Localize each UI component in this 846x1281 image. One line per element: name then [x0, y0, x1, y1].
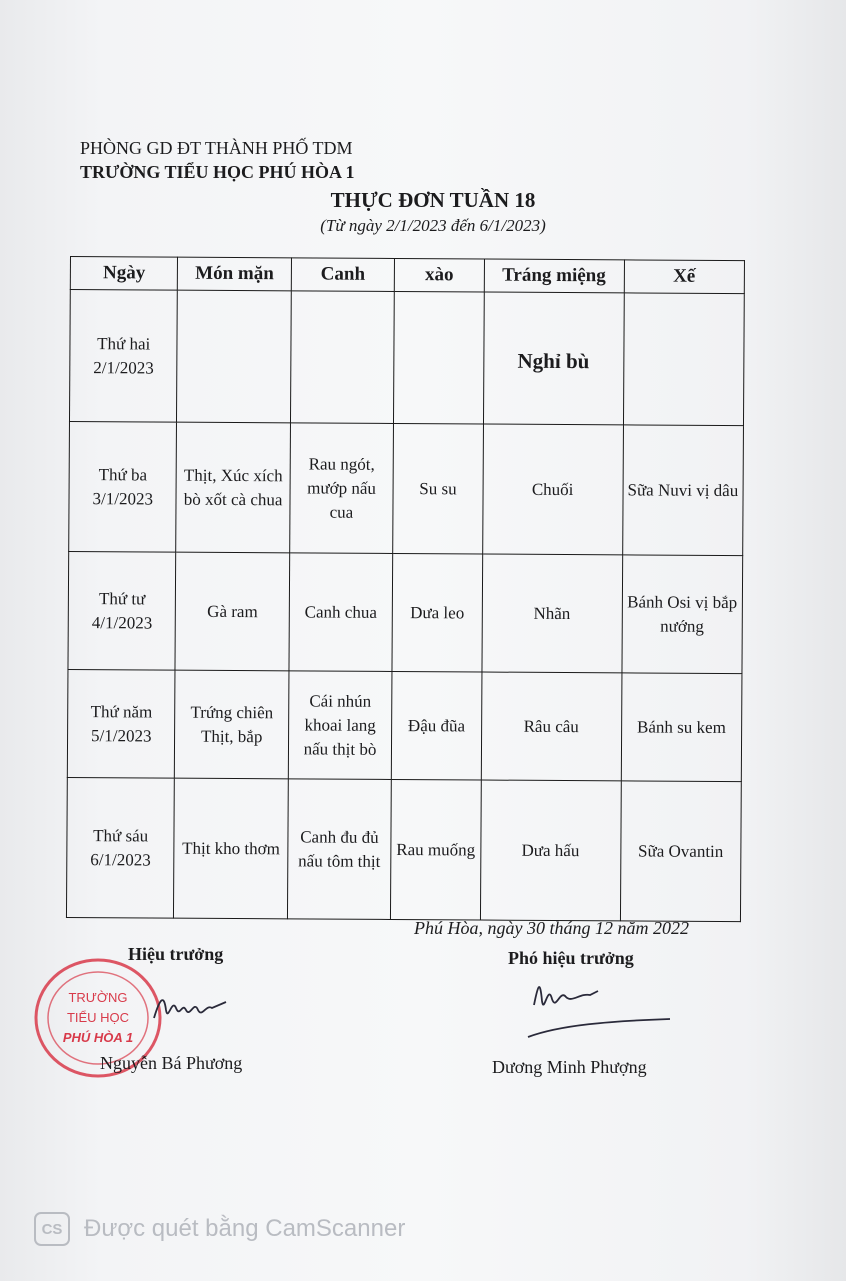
vice-principal-title: Phó hiệu trưởng [508, 948, 634, 968]
snack-cell: Bánh su kem [621, 673, 742, 782]
menu-title: THỰC ĐƠN TUẦN 18 [330, 188, 536, 212]
dessert-cell: Nhãn [482, 554, 623, 673]
soup-cell: Canh chua [289, 553, 393, 672]
dessert-cell: Dưa hấu [480, 780, 621, 921]
place-and-date: Phú Hòa, ngày 30 tháng 12 năm 2022 [414, 918, 689, 938]
header-soup: Canh [291, 258, 395, 292]
day-date: 3/1/2023 [92, 488, 154, 509]
menu-date-range: (Từ ngày 2/1/2023 đến 6/1/2023) [320, 216, 546, 235]
snack-cell [623, 293, 744, 426]
day-cell [68, 551, 176, 670]
day-date: 6/1/2023 [90, 849, 151, 870]
day-date: 5/1/2023 [91, 725, 152, 746]
seal-line-1: TRƯỜNG [68, 990, 128, 1005]
day-cell [67, 669, 175, 778]
holiday-note: Nghỉ bù [483, 292, 624, 425]
header-stir-fry: xào [395, 258, 485, 292]
seal-line-3: PHÚ HÒA 1 [62, 1030, 134, 1045]
day-cell [66, 777, 174, 918]
main-dish-cell: Gà ram [175, 552, 289, 671]
main-dish-cell: Thịt, Xúc xích bò xốt cà chua [176, 422, 290, 553]
principal-name: Nguyễn Bá Phương [100, 1053, 243, 1073]
main-dish-cell: Thịt kho thơm [174, 778, 288, 919]
day-name: Thứ ba [98, 464, 148, 484]
header-dessert: Tráng miệng [484, 259, 624, 293]
stir-fry-cell: Đậu đũa [392, 671, 482, 780]
stir-fry-cell: Rau muống [391, 779, 481, 920]
table-row [68, 551, 743, 673]
seal-line-2: TIỂU HỌC [66, 1010, 130, 1025]
department-name: PHÒNG GD ĐT THÀNH PHỐ TDM [80, 138, 353, 158]
table-header-row [70, 257, 744, 294]
table-row [69, 290, 744, 426]
school-name: TRƯỜNG TIỂU HỌC PHÚ HÒA 1 [80, 162, 355, 182]
day-name: Thứ hai [97, 333, 151, 353]
day-cell [69, 290, 177, 423]
day-cell [69, 421, 177, 552]
principal-title: Hiệu trưởng [128, 944, 224, 964]
snack-cell: Bánh Osi vị bắp nướng [622, 555, 743, 674]
table-row [67, 669, 742, 781]
header-snack: Xế [624, 260, 745, 294]
header-main-dish: Món mặn [178, 257, 291, 291]
soup-cell: Cái nhún khoai lang nấu thịt bò [288, 671, 392, 780]
watermark-text: Được quét bằng CamScanner [84, 1215, 406, 1242]
day-name: Thứ năm [90, 701, 153, 722]
soup-cell [290, 291, 394, 424]
header-day: Ngày [70, 257, 178, 291]
day-name: Thứ sáu [93, 825, 149, 845]
camscanner-logo-icon: CS [34, 1212, 70, 1246]
main-dish-cell: Trứng chiên Thịt, bắp [175, 670, 289, 779]
table-row [69, 421, 744, 555]
dessert-cell: Chuối [482, 424, 623, 555]
day-date: 2/1/2023 [93, 357, 154, 378]
camscanner-watermark [34, 1212, 405, 1246]
main-dish-cell [177, 290, 291, 423]
vice-principal-signature [520, 975, 680, 1045]
dessert-cell: Râu câu [481, 672, 622, 781]
soup-cell: Canh đu đủ nấu tôm thịt [287, 779, 391, 920]
stir-fry-cell: Dưa leo [392, 553, 482, 672]
stir-fry-cell [394, 291, 484, 424]
day-date: 4/1/2023 [91, 612, 153, 633]
vice-principal-name: Dương Minh Phượng [492, 1057, 647, 1077]
day-name: Thứ tư [98, 588, 146, 608]
weekly-menu-table [66, 256, 745, 922]
principal-signature [150, 988, 230, 1028]
table-row [66, 777, 741, 921]
snack-cell: Sữa Ovantin [620, 781, 741, 922]
soup-cell: Rau ngót, mướp nấu cua [289, 423, 393, 554]
snack-cell: Sữa Nuvi vị dâu [622, 425, 743, 556]
stir-fry-cell: Su su [393, 423, 483, 554]
document-header [80, 136, 355, 184]
